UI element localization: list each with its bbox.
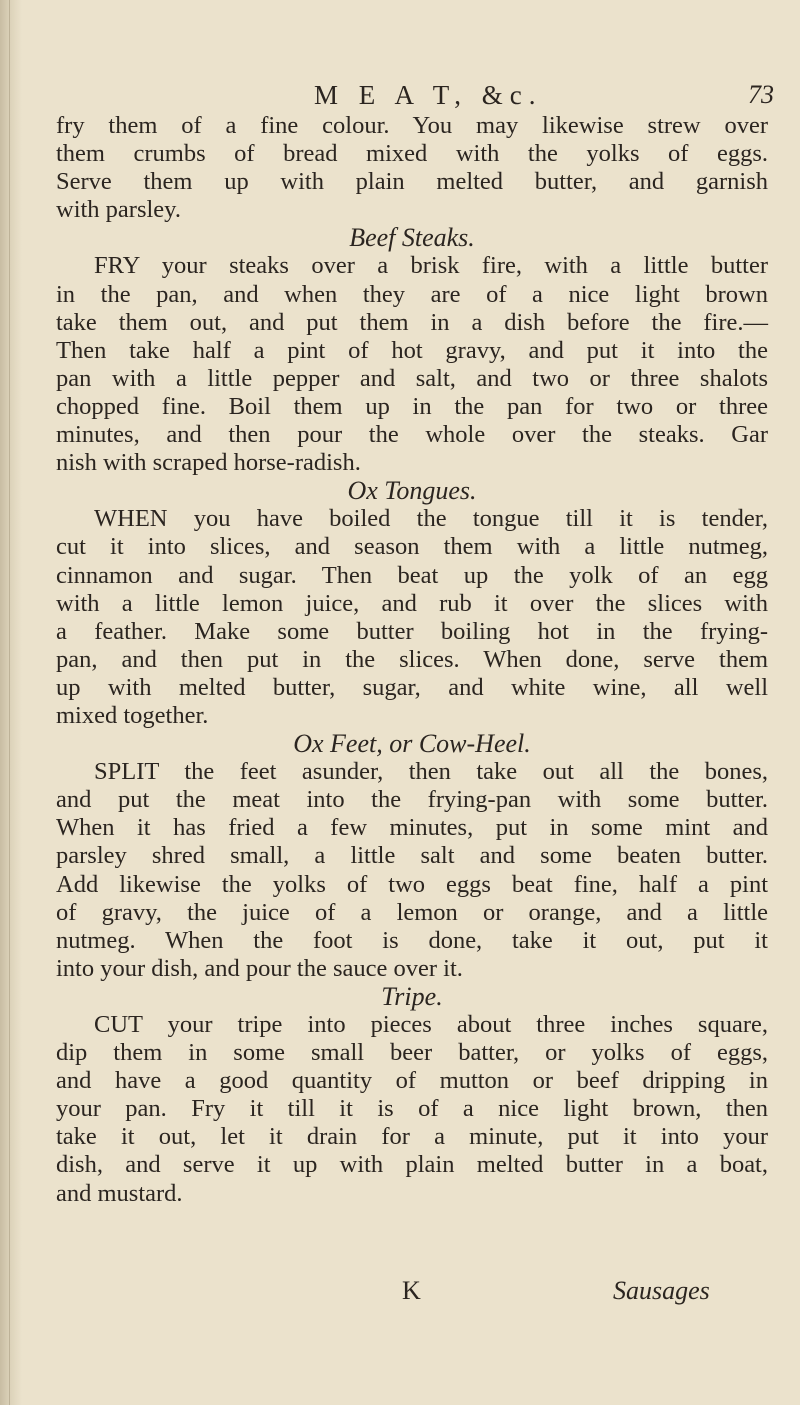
text-line: CUT your tripe into pieces about three inches square, <box>94 1011 768 1038</box>
page-header <box>0 78 800 114</box>
recipe-heading: Ox Feet, or Cow-Heel. <box>293 729 531 759</box>
text-line: nish with scraped horse-radish. <box>56 449 361 477</box>
text-line: cinnamon and sugar. Then beat up the yolk of an egg <box>56 561 768 589</box>
recipe-ox-feet <box>56 730 768 983</box>
page-number: 73 <box>748 80 774 109</box>
recipe-heading: Beef Steaks. <box>349 223 475 253</box>
text-line: Add likewise the yolks of two eggs beat fine, half a pint <box>56 870 768 898</box>
text-line: chopped fine. Boil them up in the pan for two or three <box>56 392 768 420</box>
text-line: in the pan, and when they are of a nice light brown <box>56 280 768 308</box>
page-binding-edge <box>0 0 22 1405</box>
recipe-beef-steaks <box>56 224 768 477</box>
text-line: up with melted butter, sugar, and white wine, all well <box>56 673 768 701</box>
text-line: fry them of a fine colour. You may likewise strew over <box>56 112 768 139</box>
text-line: a feather. Make some butter boiling hot in the frying- <box>56 617 768 645</box>
text-line: and mustard. <box>56 1179 183 1207</box>
text-line: pan, and then put in the slices. When done, serve them <box>56 645 768 673</box>
text-line: minutes, and then pour the whole over the steaks. Gar <box>56 421 768 449</box>
text-line: dip them in some small beer batter, or yolks of eggs, <box>56 1039 768 1067</box>
text-line: SPLIT the feet asunder, then take out all the bones, <box>94 758 768 786</box>
opening-paragraph <box>56 112 768 224</box>
text-line: of gravy, the juice of a lemon or orange, and a little <box>56 898 768 926</box>
text-line: pan with a little pepper and salt, and two or three shalots <box>56 364 768 392</box>
binding-shadow-line <box>9 0 10 1405</box>
text-line: nutmeg. When the foot is done, take it out, put it <box>56 926 768 954</box>
text-line: with parsley. <box>56 196 181 224</box>
text-line: and have a good quantity of mutton or beef dripping in <box>56 1067 768 1095</box>
text-line: your pan. Fry it till it is of a nice light brown, then <box>56 1095 768 1123</box>
recipe-ox-tongues <box>56 477 768 730</box>
catchword: Sausages <box>613 1276 710 1305</box>
text-line: take them out, and put them in a dish before the fire.— <box>56 308 768 336</box>
text-line: When it has fried a few minutes, put in some mint and <box>56 814 768 842</box>
recipe-tripe <box>56 983 768 1208</box>
text-line: with a little lemon juice, and rub it over the slices with <box>56 589 768 617</box>
text-line: and put the meat into the frying-pan with some butter. <box>56 786 768 814</box>
running-title: M E A T, &c. <box>314 80 543 110</box>
text-line: dish, and serve it up with plain melted butter in a boat, <box>56 1151 768 1179</box>
text-line: Serve them up with plain melted butter, and garnish <box>56 168 768 196</box>
text-line: Then take half a pint of hot gravy, and put it into the <box>56 336 768 364</box>
text-line: WHEN you have boiled the tongue till it is tender, <box>94 505 768 533</box>
signature-mark: K <box>402 1276 421 1305</box>
page-body <box>56 112 768 1208</box>
text-line: into your dish, and pour the sauce over it. <box>56 954 463 982</box>
text-line: cut it into slices, and season them with a little nutmeg, <box>56 533 768 561</box>
text-line: mixed together. <box>56 701 209 729</box>
text-line: take it out, let it drain for a minute, put it into your <box>56 1123 768 1151</box>
text-line: FRY your steaks over a brisk fire, with a little butter <box>94 252 768 280</box>
text-line: parsley shred small, a little salt and some beaten butter. <box>56 842 768 870</box>
page-footer <box>0 1276 800 1310</box>
recipe-heading: Ox Tongues. <box>347 476 477 506</box>
recipe-heading: Tripe. <box>381 981 443 1011</box>
text-line: them crumbs of bread mixed with the yolks of eggs. <box>56 140 768 168</box>
